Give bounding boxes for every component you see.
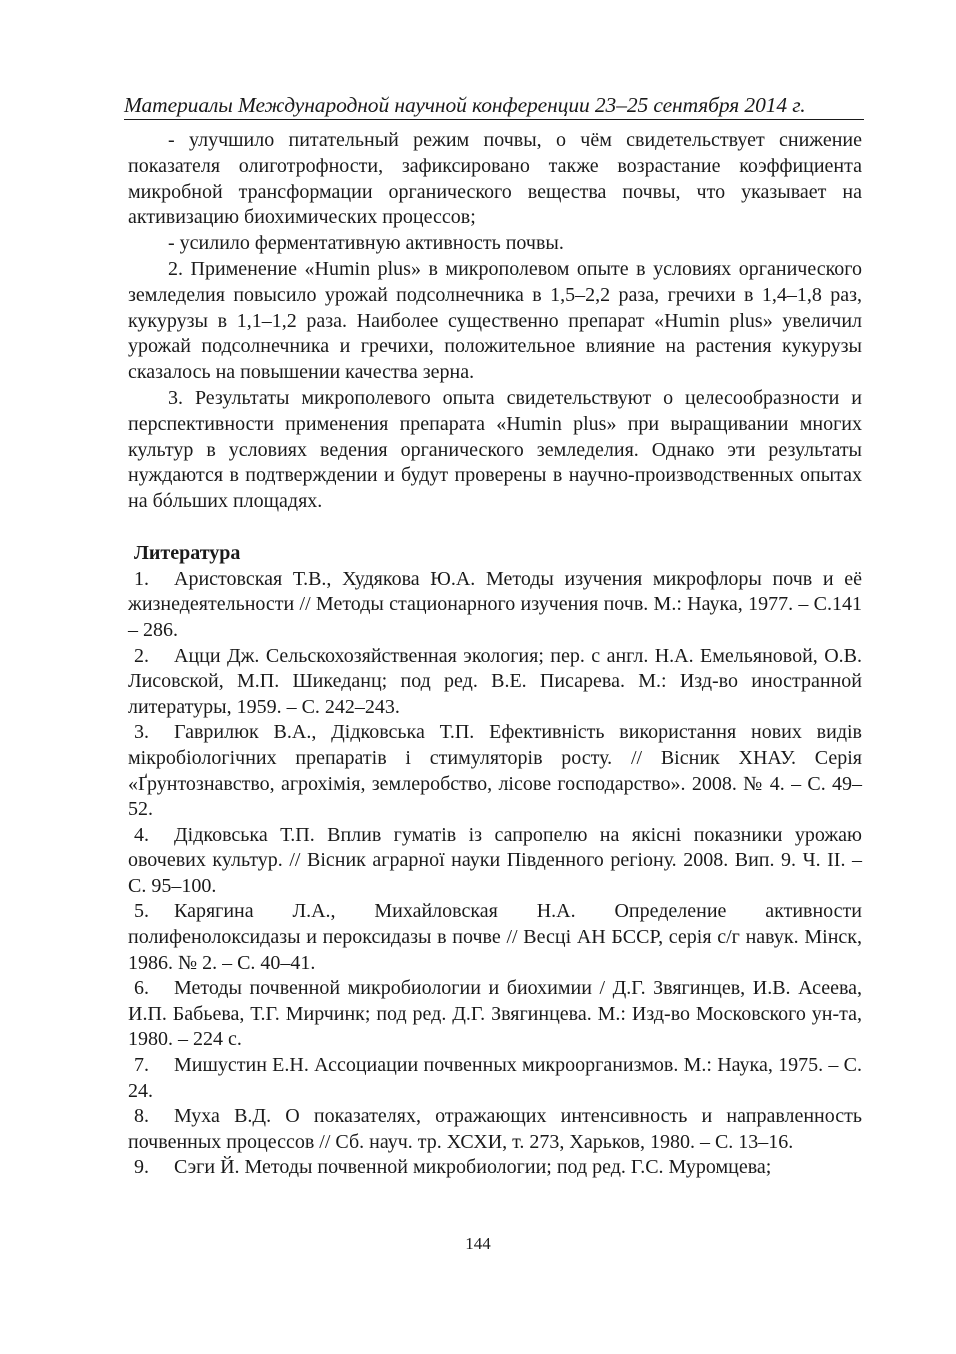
reference-number: 3. xyxy=(134,721,149,744)
reference-number: 4. xyxy=(134,823,149,846)
reference-number: 2. xyxy=(134,644,149,667)
literature-heading: Литература xyxy=(134,541,241,564)
reference-text: Гаврилюк В.А., Дідковська Т.П. Ефективність використання нових видів мікробіологічних препаратів і стимуляторів росту. // Вісник ХНАУ. Серія «Ґрунтознавство, агрохімія, землеробство, лісове господарство». 2008. № 4. – С. 49–52. xyxy=(128,721,862,821)
reference-item xyxy=(128,976,862,1053)
reference-number: 1. xyxy=(134,567,149,590)
reference-number: 9. xyxy=(134,1156,149,1179)
reference-item xyxy=(128,899,862,976)
paragraph: - улучшило питательный режим почвы, о чём свидетельствует снижение показателя олиготрофности, зафиксировано также возрастание коэффициента микробной трансформации органического вещества почвы, что указывает на активизацию биохимических процессов; xyxy=(128,129,862,229)
reference-item xyxy=(128,567,862,644)
reference-number: 7. xyxy=(134,1054,149,1077)
reference-item xyxy=(128,1053,862,1104)
paragraph: 2. Применение «Humin plus» в микрополевом опыте в условиях органического земледелия повысило урожай подсолнечника в 1,5–2,2 раза, гречихи в 1,4–1,8 раз, кукурузы в 1,1–1,2 раза. Наиболее существенно препарат «Humin plus» увеличил урожай подсолнечника и гречихи, положительное влияние на растения кукурузы сказалось на повышении качества зерна. xyxy=(128,257,862,384)
paragraph: 3. Результаты микрополевого опыта свидетельствуют о целесообразности и перспективности применения препарата «Humin plus» при выращивании многих культур в условиях ведения органического земледелия. Однако эти результаты нуждаются в подтверждении и будут проверены в научно-производственных опытах на бóльших площадях. xyxy=(128,386,862,513)
reference-item xyxy=(128,644,862,721)
reference-item xyxy=(128,720,862,822)
reference-text: Сэги Й. Методы почвенной микробиологии; под ред. Г.С. Муромцева; xyxy=(174,1156,772,1179)
running-header: Материалы Международной научной конференции 23–25 сентября 2014 г. xyxy=(124,92,864,120)
reference-text: Ацци Дж. Сельскохозяйственная экология; пер. с англ. Н.А. Емельяновой, О.В. Лисовской, М.П. Шикеданц; под ред. В.Е. Писарева. М.: Изд-во иностранной литературы, 1959. – С. 242–243. xyxy=(128,644,862,718)
reference-number: 8. xyxy=(134,1105,149,1128)
reference-number: 5. xyxy=(134,900,149,923)
reference-item xyxy=(128,1155,862,1181)
reference-list xyxy=(128,567,862,1181)
reference-text: Аристовская Т.В., Худякова Ю.А. Методы изучения микрофлоры почв и её жизнедеятельности // Методы стационарного изучения почв. М.: Наука, 1977. – С.141 – 286. xyxy=(128,567,862,641)
paragraph: - усилило ферментативную активность почвы. xyxy=(168,232,564,255)
page-number: 144 xyxy=(465,1234,491,1253)
reference-number: 6. xyxy=(134,977,149,1000)
reference-text: Методы почвенной микробиологии и биохимии / Д.Г. Звягинцев, И.В. Асеева, И.П. Бабьева, Т.Г. Мирчинк; под ред. Д.Г. Звягинцева. М.: Изд-во Московского ун-та, 1980. – 224 с. xyxy=(128,977,862,1051)
page-body xyxy=(128,128,862,1181)
reference-text: Муха В.Д. О показателях, отражающих интенсивность и направленность почвенных процессов // Сб. науч. тр. ХСХИ, т. 273, Харьков, 1980. – С. 13–16. xyxy=(128,1105,862,1153)
reference-item xyxy=(128,823,862,900)
reference-item xyxy=(128,1104,862,1155)
reference-text: Мишустин Е.Н. Ассоциации почвенных микроорганизмов. М.: Наука, 1975. – С. 24. xyxy=(128,1054,862,1102)
reference-text: Карягина Л.А., Михайловская Н.А. Определение активности полифенолоксидазы и пероксидазы в почве // Весці АН БССР, серія с/г навук. Мінск, 1986. № 2. – С. 40–41. xyxy=(128,900,862,974)
reference-text: Дідковська Т.П. Вплив гуматів із сапропелю на якісні показники урожаю овочевих культур. // Вісник аграрної науки Південного регіону. 2008. Вип. 9. Ч. ІІ. – С. 95–100. xyxy=(128,823,862,897)
